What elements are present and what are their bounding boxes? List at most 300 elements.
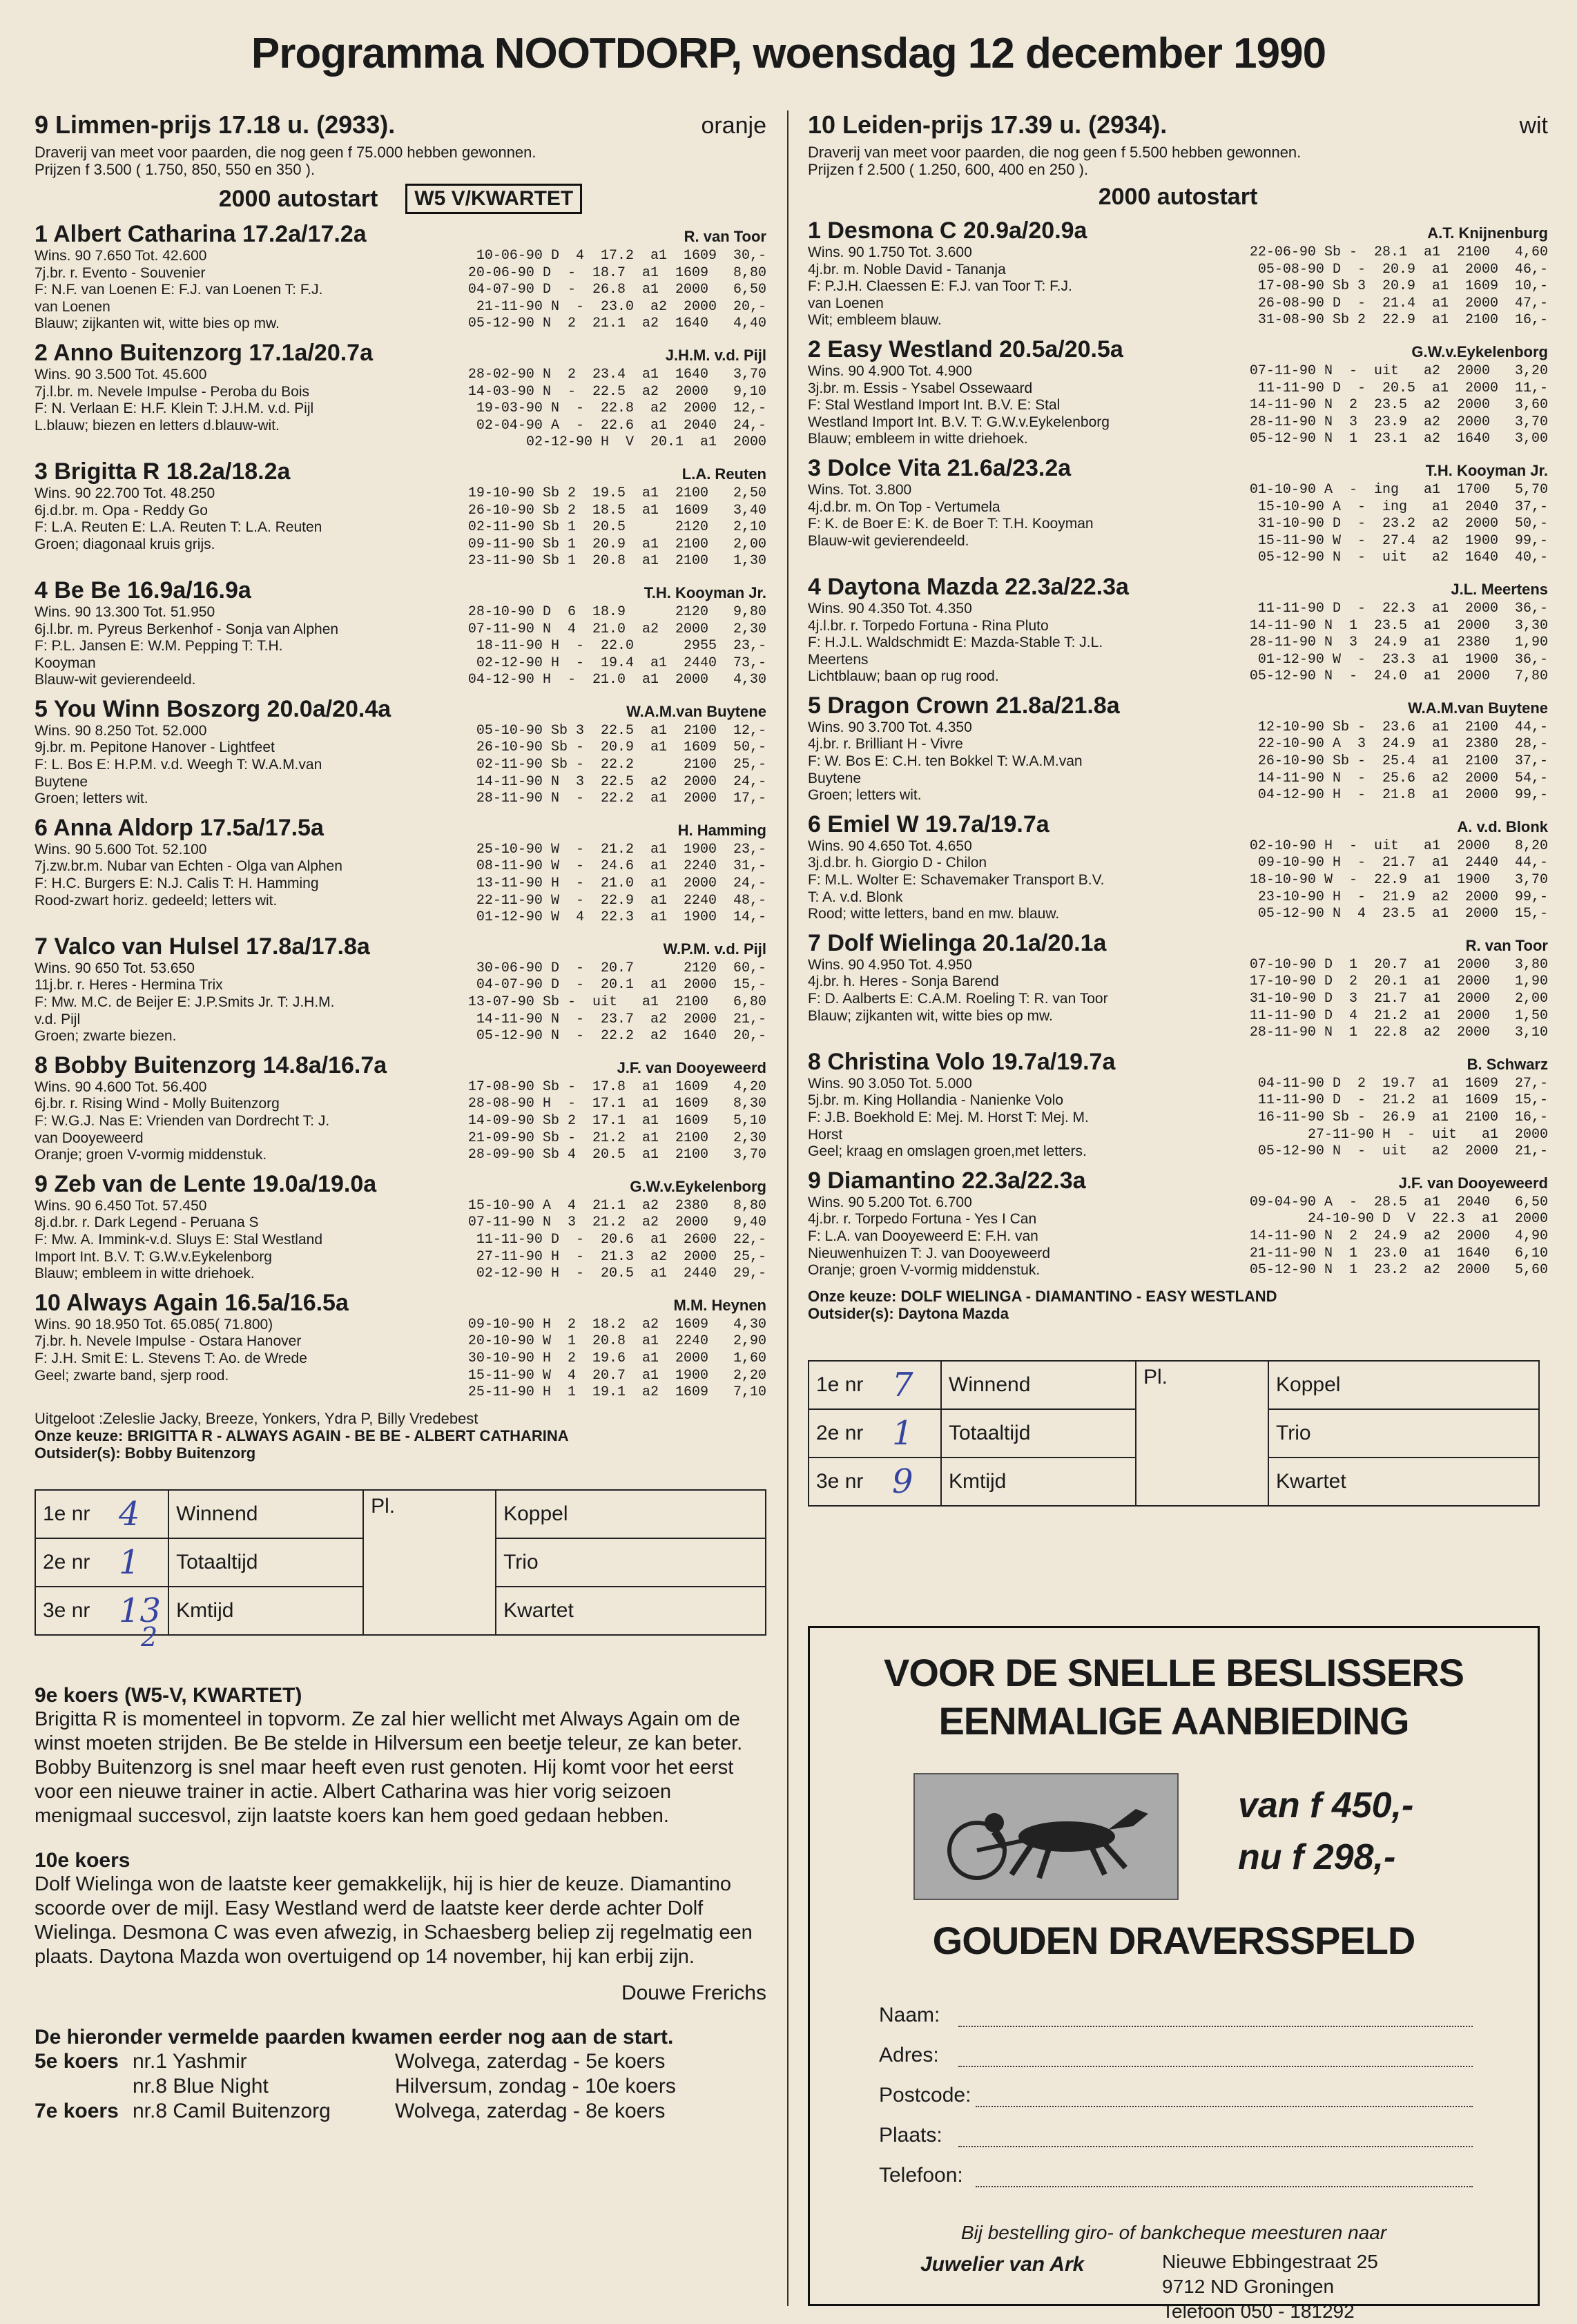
horse-header: [808, 336, 1548, 363]
race-10-column: [808, 110, 1548, 1507]
horse-name: 5 Dragon Crown 21.8a/21.8a: [808, 692, 1120, 719]
performance-line: 07-11-90 N 4 21.0 a2 2000 2,30: [467, 621, 766, 637]
horse-header: [808, 930, 1548, 957]
performance-list: [1191, 957, 1548, 1042]
info-line: Wins. 90 5.200 Tot. 6.700: [808, 1194, 972, 1210]
performance-line: 11-11-90 D - 22.3 a1 2000 36,-: [1257, 600, 1548, 617]
info-line: F: J.H. Smit E: L. Stevens T: Ao. de Wrede: [35, 1350, 307, 1366]
performance-line: 18-10-90 W - 22.9 a1 1900 3,70: [1249, 872, 1548, 889]
info-line: Wit; embleem blauw.: [808, 312, 942, 329]
performance-list: [1191, 838, 1548, 923]
horse-name: 7 Valco van Hulsel 17.8a/17.8a: [35, 933, 370, 960]
horse-details: [35, 604, 766, 689]
performance-line: 22-10-90 A 3 24.9 a1 2380 28,-: [1257, 736, 1548, 753]
race-ref: 7e koers: [35, 2099, 119, 2122]
info-line: Groen; letters wit.: [808, 787, 922, 804]
performance-line: 21-11-90 N 1 23.0 a1 1640 6,10: [1249, 1245, 1548, 1261]
horse-list: [808, 217, 1548, 1279]
result-label: Totaaltijd: [168, 1538, 363, 1587]
handwritten-number: 13 2: [112, 1587, 168, 1635]
page-title: Programma NOOTDORP, woensdag 12 december 1990: [251, 30, 1326, 77]
earlier-starts-heading: De hieronder vermelde paarden kwamen eerder nog aan de start.: [35, 2025, 674, 2049]
performance-line: 28-02-90 N 2 23.4 a1 1640 3,70: [467, 366, 766, 383]
info-line: F: L. Bos E: H.P.M. v.d. Weegh T: W.A.M.van: [35, 757, 322, 773]
horse-name: 6 Anna Aldorp 17.5a/17.5a: [35, 814, 324, 841]
bet-type-box: W5 V/KWARTET: [405, 184, 582, 214]
horse-details: [35, 248, 766, 333]
trainer-name: M.M. Heynen: [673, 1296, 766, 1314]
info-line: Wins. 90 3.700 Tot. 4.350: [808, 719, 972, 735]
race-color: oranje: [701, 113, 766, 139]
info-line: Blauw; embleem in witte driehoek.: [35, 1266, 255, 1282]
performance-line: 31-08-90 Sb 2 22.9 a1 2100 16,-: [1257, 312, 1548, 329]
horse-name: 3 Dolce Vita 21.6a/23.2a: [808, 454, 1072, 481]
handwritten-number: 1: [112, 1538, 168, 1587]
performance-line: 07-10-90 D 1 20.7 a1 2000 3,80: [1249, 956, 1548, 973]
performance-line: 15-10-90 A 4 21.1 a2 2380 8,80: [467, 1197, 766, 1214]
trainer-name: J.H.M. v.d. Pijl: [665, 346, 766, 364]
distance: 2000 autostart: [218, 185, 378, 212]
advertisement: [808, 1626, 1540, 2322]
performance-line: 28-11-90 N 3 23.9 a2 2000 3,70: [1249, 414, 1548, 430]
info-line: van Loenen: [808, 295, 884, 311]
performance-line: 14-09-90 Sb 2 17.1 a1 1609 5,10: [467, 1112, 766, 1129]
horse-name: 1 Desmona C 20.9a/20.9a: [808, 217, 1087, 244]
performance-line: 25-11-90 H 1 19.1 a2 1609 7,10: [467, 1384, 766, 1401]
trainer-name: J.L. Meertens: [1451, 580, 1548, 598]
performance-line: 14-11-90 N 2 24.9 a2 2000 4,90: [1249, 1228, 1548, 1244]
performance-line: 14-11-90 N - 23.7 a2 2000 21,-: [476, 1011, 766, 1027]
handwritten-number: 7: [885, 1361, 941, 1409]
info-line: 7j.br. h. Nevele Impulse - Ostara Hanover: [35, 1333, 302, 1350]
horse-info: [808, 957, 1191, 1042]
info-line: van Loenen: [35, 298, 110, 315]
performance-line: 04-12-90 H - 21.8 a1 2000 99,-: [1257, 787, 1548, 804]
horse-name: 9 Diamantino 22.3a/22.3a: [808, 1167, 1086, 1194]
performance-line: 05-12-90 N - uit a2 1640 40,-: [1257, 550, 1548, 566]
horse-header: [808, 455, 1548, 482]
info-line: F: D. Aalberts E: C.A.M. Roeling T: R. van Toor: [808, 991, 1108, 1007]
horse-entry: [808, 217, 1548, 329]
city-field[interactable]: [958, 2127, 1473, 2147]
performance-line: 26-08-90 D - 21.4 a1 2000 47,-: [1257, 295, 1548, 311]
address-field[interactable]: [958, 2046, 1473, 2067]
performance-line: 05-12-90 N - 24.0 a1 2000 7,80: [1249, 668, 1548, 685]
trainer-name: A. v.d. Blonk: [1457, 817, 1548, 835]
result-label: Kmtijd: [168, 1587, 363, 1635]
horse-name: 9 Zeb van de Lente 19.0a/19.0a: [35, 1170, 377, 1197]
performance-line: 04-11-90 D 2 19.7 a1 1609 27,-: [1257, 1075, 1548, 1092]
commentary-heading: 10e koers: [35, 1848, 130, 1872]
info-line: Groen; zwarte biezen.: [35, 1028, 177, 1045]
result-row-label: 2e nr: [809, 1409, 885, 1458]
info-line: T: A. v.d. Blonk: [808, 889, 903, 905]
performance-line: 17-08-90 Sb 3 20.9 a1 1609 10,-: [1257, 278, 1548, 295]
performance-line: 05-12-90 N - uit a2 2000 21,-: [1257, 1143, 1548, 1160]
horse-entry: [808, 455, 1548, 567]
postcode-field[interactable]: [976, 2086, 1473, 2107]
info-line: van Dooyeweerd: [35, 1130, 144, 1146]
horse-name: 8 Christina Volo 19.7a/19.7a: [808, 1048, 1116, 1075]
info-line: 5j.br. m. King Hollandia - Nanienke Volo: [808, 1092, 1064, 1109]
ad-price: [1238, 1780, 1413, 1884]
horse-details: [35, 367, 766, 452]
performance-line: 02-11-90 Sb 1 20.5 2120 2,10: [467, 519, 766, 536]
performance-line: 30-06-90 D - 20.7 2120 60,-: [476, 960, 766, 976]
horse-entry: [808, 930, 1548, 1042]
performance-line: 05-12-90 N 1 23.2 a2 2000 5,60: [1249, 1262, 1548, 1279]
earlier-start-row: [35, 2049, 766, 2074]
info-line: Wins. 90 4.600 Tot. 56.400: [35, 1078, 207, 1095]
trainer-name: T.H. Kooyman Jr.: [644, 583, 766, 601]
trotter-pin-image: [913, 1773, 1179, 1900]
our-choice: Onze keuze: DOLF WIELINGA - DIAMANTINO - EASY WESTLAND: [808, 1287, 1277, 1305]
distance: 2000 autostart: [1098, 184, 1258, 210]
info-line: Rood-zwart horiz. gedeeld; letters wit.: [35, 892, 278, 909]
info-line: Buytene: [808, 770, 862, 786]
info-line: F: H.C. Burgers E: N.J. Calis T: H. Hamming: [35, 875, 319, 892]
info-line: 4j.l.br. r. Torpedo Fortuna - Rina Pluto: [808, 617, 1049, 634]
outsider: Outsider(s): Daytona Mazda: [808, 1304, 1009, 1322]
info-line: F: L.A. van Dooyeweerd E: F.H. van: [808, 1228, 1038, 1244]
race-name: 10 Leiden-prijs 17.39 u. (2934).: [808, 110, 1168, 139]
info-line: 6j.d.br. m. Opa - Reddy Go: [35, 502, 208, 519]
performance-list: [418, 1079, 766, 1164]
horse-entry: [808, 811, 1548, 923]
name-field[interactable]: [958, 2006, 1473, 2027]
horse-name: 10 Always Again 16.5a/16.5a: [35, 1289, 349, 1316]
performance-line: 25-10-90 W - 21.2 a1 1900 23,-: [476, 841, 766, 858]
jeweler-address: Nieuwe Ebbingestraat 25 9712 ND Groningen Telefoon 050 - 181292: [1162, 2251, 1378, 2322]
result-label: Totaaltijd: [941, 1409, 1136, 1458]
performance-line: 07-11-90 N 3 21.2 a2 2000 9,40: [467, 1214, 766, 1231]
info-line: Import Int. B.V. T: G.W.v.Eykelenborg: [35, 1248, 272, 1265]
field-label: Telefoon:: [879, 2164, 963, 2187]
info-line: Blauw-wit gevierendeeld.: [808, 532, 969, 549]
horse-name: 4 Be Be 16.9a/16.9a: [35, 577, 251, 603]
performance-list: [1191, 244, 1548, 329]
info-line: Wins. 90 7.650 Tot. 42.600: [35, 248, 207, 264]
info-line: 7j.br. r. Evento - Souvenier: [35, 264, 206, 281]
trainer-name: W.P.M. v.d. Pijl: [663, 940, 766, 958]
trainer-name: L.A. Reuten: [681, 465, 766, 483]
outsider: Outsider(s): Bobby Buitenzorg: [35, 1444, 256, 1462]
author-signature: Douwe Frerichs: [621, 1981, 766, 2004]
performance-line: 30-10-90 H 2 19.6 a1 2000 1,60: [467, 1350, 766, 1366]
horse-header: [35, 815, 766, 842]
horse-entry: [808, 574, 1548, 686]
performance-line: 21-11-90 N - 23.0 a2 2000 20,-: [476, 298, 766, 315]
race-ref: 5e koers: [35, 2049, 119, 2073]
performance-line: 22-06-90 Sb - 28.1 a1 2100 4,60: [1249, 244, 1548, 260]
performance-line: 09-11-90 Sb 1 20.9 a1 2100 2,00: [467, 536, 766, 552]
horse-header: [35, 696, 766, 723]
horse-entry: [35, 221, 766, 333]
horse-details: [808, 363, 1548, 448]
info-line: Wins. 90 18.950 Tot. 65.085( 71.800): [35, 1316, 273, 1333]
result-row-label: 2e nr: [35, 1538, 112, 1587]
performance-line: 17-08-90 Sb - 17.8 a1 1609 4,20: [467, 1078, 766, 1095]
performance-line: 02-12-90 H V 20.1 a1 2000: [525, 434, 766, 451]
info-line: Wins. 90 4.650 Tot. 4.650: [808, 837, 972, 854]
info-line: 11j.br. r. Heres - Hermina Trix: [35, 977, 223, 994]
horse-header: [808, 574, 1548, 601]
performance-line: 02-11-90 Sb - 22.2 2100 25,-: [476, 757, 766, 773]
performance-line: 15-11-90 W - 27.4 a2 1900 99,-: [1257, 532, 1548, 549]
info-line: 3j.d.br. h. Giorgio D - Chilon: [808, 855, 987, 871]
info-line: Meertens: [808, 651, 869, 668]
performance-list: [1191, 1194, 1548, 1279]
commentary-text: Dolf Wielinga won de laatste keer gemakkelijk, hij is hier de keuze. Diamantino scoorde over de mijl. Easy Westland werd de laatste keer derde achter Dolf Wielinga. Desmona C was even afwezig, in Schaesberg beliep zij regelmatig een plaats. Daytona Mazda won overtuigend op 14 november, hij kan erbij zijn.: [35, 1872, 753, 1968]
performance-line: 28-10-90 D 6 18.9 2120 9,80: [467, 603, 766, 620]
performance-line: 01-12-90 W - 23.3 a1 1900 36,-: [1257, 651, 1548, 668]
handwritten-number: 1: [885, 1409, 941, 1458]
horse-entry: [808, 1168, 1548, 1279]
info-line: Horst: [808, 1126, 843, 1143]
info-line: F: P.J.H. Claessen E: F.J. van Toor T: F.J.: [808, 278, 1072, 295]
result-label: Kwartet: [1268, 1458, 1539, 1506]
performance-list: [418, 960, 766, 1045]
horse-info: [35, 960, 418, 1045]
order-form: [879, 1987, 1473, 2187]
horse-header: [35, 1171, 766, 1198]
race-title: [35, 110, 766, 139]
race-color: wit: [1519, 113, 1548, 139]
info-line: Groen; diagonaal kruis grijs.: [35, 536, 215, 552]
performance-line: 05-10-90 Sb 3 22.5 a1 2100 12,-: [476, 722, 766, 739]
horse-name: 6 Emiel W 19.7a/19.7a: [808, 811, 1049, 837]
horse-info: [35, 367, 418, 452]
horse-entry: [35, 577, 766, 689]
performance-list: [1191, 363, 1548, 448]
info-line: Kooyman: [35, 655, 96, 671]
info-line: Nieuwenhuizen T: J. van Dooyeweerd: [808, 1245, 1050, 1261]
performance-line: 15-11-90 W 4 20.7 a1 1900 2,20: [467, 1367, 766, 1384]
race-name: 9 Limmen-prijs 17.18 u. (2933).: [35, 110, 396, 139]
horse-details: [35, 1079, 766, 1164]
condition-text: Draverij van meet voor paarden, die nog geen f 75.000 hebben gewonnen.: [35, 144, 536, 161]
performance-line: 19-03-90 N - 22.8 a2 2000 12,-: [476, 400, 766, 417]
horse-entry: [35, 696, 766, 808]
product-name: GOUDEN DRAVERSSPELD: [932, 1919, 1415, 1962]
horse-header: [808, 811, 1548, 838]
result-table: [808, 1360, 1540, 1507]
performance-line: 14-03-90 N - 22.5 a2 2000 9,10: [467, 383, 766, 400]
performance-line: 04-07-90 D - 20.1 a1 2000 15,-: [476, 977, 766, 994]
info-line: Wins. 90 1.750 Tot. 3.600: [808, 244, 972, 260]
info-line: F: H.J.L. Waldschmidt E: Mazda-Stable T: J.L.: [808, 635, 1103, 651]
horse-header: [808, 693, 1548, 719]
horse-entry: [35, 340, 766, 452]
prize-text: Prijzen f 3.500 ( 1.750, 850, 550 en 350 ).: [35, 161, 316, 178]
info-line: 4j.d.br. m. On Top - Vertumela: [808, 498, 1000, 515]
performance-line: 04-12-90 H - 21.0 a1 2000 4,30: [467, 672, 766, 688]
trainer-name: J.F. van Dooyeweerd: [1398, 1174, 1548, 1192]
horse-details: [808, 719, 1548, 804]
horse-details: [808, 1076, 1548, 1161]
horse-info: [35, 1198, 418, 1283]
info-line: Blauw; zijkanten wit, witte bies op mw.: [35, 316, 280, 332]
venue-ref: Wolvega, zaterdag - 5e koers: [395, 2049, 666, 2073]
performance-line: 14-11-90 N 3 22.5 a2 2000 24,-: [476, 773, 766, 790]
result-label: Koppel: [496, 1490, 766, 1538]
field-label: Naam:: [879, 2004, 940, 2026]
info-line: v.d. Pijl: [35, 1011, 81, 1027]
handwritten-number: 4: [112, 1490, 168, 1538]
trainer-name: H. Hamming: [677, 821, 766, 839]
info-line: F: W.G.J. Nas E: Vrienden van Dordrecht T: J.: [35, 1112, 330, 1129]
horse-entry: [35, 1052, 766, 1164]
field-label: Plaats:: [879, 2124, 942, 2147]
performance-line: 28-11-90 N 3 24.9 a1 2380 1,90: [1249, 635, 1548, 651]
performance-list: [418, 1317, 766, 1402]
performance-line: 14-11-90 N - 25.6 a2 2000 54,-: [1257, 770, 1548, 786]
horse-header: [808, 1168, 1548, 1194]
horse-ref: nr.8 Blue Night: [133, 2074, 269, 2098]
info-line: F: W. Bos E: C.H. ten Bokkel T: W.A.M.van: [808, 753, 1083, 770]
performance-line: 28-08-90 H - 17.1 a1 1609 8,30: [467, 1096, 766, 1112]
horse-entry: [35, 458, 766, 570]
info-line: Wins. 90 4.950 Tot. 4.950: [808, 956, 972, 973]
performance-line: 05-12-90 N 4 23.5 a1 2000 15,-: [1257, 906, 1548, 922]
performance-line: 02-12-90 H - 20.5 a1 2440 29,-: [476, 1266, 766, 1282]
horse-entry: [808, 336, 1548, 448]
result-label: Winnend: [168, 1490, 363, 1538]
result-row-label: 1e nr: [35, 1490, 112, 1538]
result-row-label: 1e nr: [809, 1361, 885, 1409]
performance-line: 02-04-90 A - 22.6 a1 2040 24,-: [476, 417, 766, 434]
distance-row: [808, 184, 1548, 211]
venue-ref: Hilversum, zondag - 10e koers: [395, 2074, 676, 2098]
horse-name: 8 Bobby Buitenzorg 14.8a/16.7a: [35, 1052, 387, 1078]
race-title: [808, 110, 1548, 139]
info-line: Buytene: [35, 773, 88, 790]
info-line: F: P.L. Jansen E: W.M. Pepping T: T.H.: [35, 638, 283, 655]
earlier-start-row: [35, 2099, 766, 2124]
performance-line: 18-11-90 H - 22.0 2955 23,-: [476, 638, 766, 655]
performance-line: 28-09-90 Sb 4 20.5 a1 2100 3,70: [467, 1147, 766, 1163]
result-table: [35, 1489, 766, 1652]
trainer-name: W.A.M.van Buytene: [1408, 699, 1548, 717]
result-row-label: 3e nr: [35, 1587, 112, 1635]
horse-details: [35, 1317, 766, 1402]
result-label: Kwartet: [496, 1587, 766, 1635]
info-line: F: N.F. van Loenen E: F.J. van Loenen T: F.J.: [35, 282, 323, 298]
info-line: Wins. 90 4.350 Tot. 4.350: [808, 600, 972, 617]
performance-list: [1191, 1076, 1548, 1161]
performance-line: 27-11-90 H - 21.3 a2 2000 25,-: [476, 1248, 766, 1265]
trainer-name: B. Schwarz: [1467, 1055, 1548, 1073]
info-line: F: Mw. A. Immink-v.d. Sluys E: Stal Westland: [35, 1231, 323, 1248]
race-notes: [35, 1410, 766, 1462]
performance-line: 13-11-90 H - 21.0 a1 2000 24,-: [476, 875, 766, 892]
info-line: F: K. de Boer E: K. de Boer T: T.H. Kooyman: [808, 516, 1094, 532]
info-line: Lichtblauw; baan op rug rood.: [808, 668, 999, 685]
horse-ref: nr.1 Yashmir: [133, 2049, 247, 2073]
performance-list: [418, 485, 766, 570]
field-label: Postcode:: [879, 2084, 971, 2107]
distance-row: [35, 184, 766, 214]
phone-field[interactable]: [976, 2167, 1473, 2187]
performance-line: 07-11-90 N - uit a2 2000 3,20: [1249, 362, 1548, 379]
info-line: Wins. 90 8.250 Tot. 52.000: [35, 722, 207, 739]
place-label: Pl.: [363, 1490, 496, 1635]
info-line: Rood; witte letters, band en mw. blauw.: [808, 906, 1060, 922]
performance-line: 09-10-90 H 2 18.2 a2 1609 4,30: [467, 1316, 766, 1333]
info-line: Wins. 90 3.500 Tot. 45.600: [35, 366, 207, 383]
performance-line: 26-10-90 Sb 2 18.5 a1 1609 3,40: [467, 502, 766, 519]
horse-details: [808, 1194, 1548, 1279]
horse-info: [35, 248, 418, 333]
horse-info: [35, 723, 418, 808]
info-line: F: Stal Westland Import Int. B.V. E: Stal: [808, 397, 1061, 414]
horse-info: [35, 485, 418, 570]
info-line: F: L.A. Reuten E: L.A. Reuten T: L.A. Reuten: [35, 519, 322, 536]
info-line: Wins. 90 5.600 Tot. 52.100: [35, 841, 207, 858]
result-label: Winnend: [941, 1361, 1136, 1409]
race-notes: [808, 1288, 1548, 1322]
horse-name: 2 Easy Westland 20.5a/20.5a: [808, 336, 1123, 362]
performance-line: 14-11-90 N 2 23.5 a2 2000 3,60: [1249, 397, 1548, 414]
info-line: 6j.br. r. Rising Wind - Molly Buitenzorg: [35, 1096, 280, 1112]
info-line: Oranje; groen V-vormig middenstuk.: [35, 1147, 267, 1163]
performance-line: 12-10-90 Sb - 23.6 a1 2100 44,-: [1257, 719, 1548, 735]
performance-line: 11-11-90 D - 21.2 a1 1609 15,-: [1257, 1092, 1548, 1109]
order-note: Bij bestelling giro- of bankcheque meesturen naar: [960, 2222, 1387, 2243]
info-line: Oranje; groen V-vormig middenstuk.: [808, 1262, 1041, 1279]
performance-list: [1191, 601, 1548, 686]
horse-header: [35, 340, 766, 367]
horse-ref: nr.8 Camil Buitenzorg: [133, 2099, 331, 2122]
performance-line: 19-10-90 Sb 2 19.5 a1 2100 2,50: [467, 485, 766, 501]
horse-info: [808, 244, 1191, 329]
horse-name: 5 You Winn Boszorg 20.0a/20.4a: [35, 695, 391, 722]
performance-line: 05-12-90 N - 22.2 a2 1640 20,-: [476, 1028, 766, 1045]
earlier-starts-list: [35, 2049, 766, 2124]
horse-details: [808, 838, 1548, 923]
earlier-start-row: [35, 2074, 766, 2099]
performance-line: 04-07-90 D - 26.8 a1 2000 6,50: [467, 282, 766, 298]
trainer-name: R. van Toor: [1465, 936, 1548, 954]
horse-name: 7 Dolf Wielinga 20.1a/20.1a: [808, 929, 1107, 956]
info-line: Westland Import Int. B.V. T: G.W.v.Eykelenborg: [808, 414, 1110, 430]
result-label: Trio: [1268, 1409, 1539, 1458]
horse-header: [35, 1052, 766, 1079]
performance-line: 31-10-90 D 3 21.7 a1 2000 2,00: [1249, 991, 1548, 1007]
performance-list: [418, 367, 766, 452]
field-label: Adres:: [879, 2044, 939, 2066]
info-line: 8j.d.br. r. Dark Legend - Peruana S: [35, 1214, 259, 1231]
info-line: 4j.br. h. Heres - Sonja Barend: [808, 974, 999, 990]
horse-entry: [35, 1290, 766, 1402]
horse-header: [35, 933, 766, 960]
horse-entry: [35, 933, 766, 1045]
horse-entry: [808, 693, 1548, 804]
performance-line: 01-10-90 A - ing a1 1700 5,70: [1249, 481, 1548, 498]
performance-line: 09-04-90 A - 28.5 a1 2040 6,50: [1249, 1194, 1548, 1210]
horse-sulky-icon: [929, 1785, 1163, 1888]
old-price: van f 450,-: [1238, 1785, 1414, 1826]
horse-info: [35, 604, 418, 689]
performance-line: 13-07-90 Sb - uit a1 2100 6,80: [467, 994, 766, 1010]
venue-ref: Wolvega, zaterdag - 8e koers: [395, 2099, 666, 2122]
new-price: nu f 298,-: [1238, 1837, 1396, 1877]
column-divider: [787, 110, 788, 2306]
horse-header: [808, 217, 1548, 244]
info-line: 6j.l.br. m. Pyreus Berkenhof - Sonja van Alphen: [35, 621, 339, 637]
performance-line: 01-12-90 W 4 22.3 a1 1900 14,-: [476, 909, 766, 926]
horse-info: [35, 1317, 418, 1402]
